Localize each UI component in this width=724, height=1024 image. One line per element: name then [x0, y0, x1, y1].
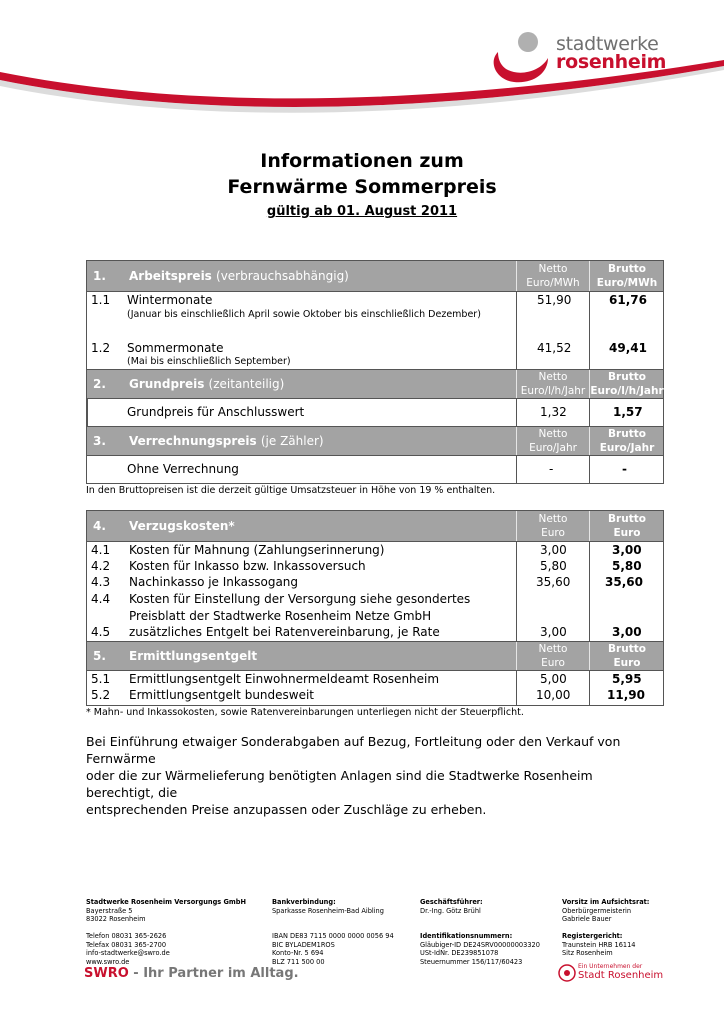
brutto-column-header: Brutto Euro/Jahr: [589, 427, 664, 455]
row-sublabel: (Mai bis einschließlich September): [127, 356, 291, 367]
section-header-verrechnungspreis: [87, 427, 663, 455]
netto-value: 3,00: [540, 625, 567, 639]
row-number: 4.4: [91, 592, 111, 606]
brand-name-line1: stadtwerke: [556, 33, 659, 55]
netto-value: 1,32: [540, 405, 567, 419]
brutto-value: 11,90: [607, 688, 645, 702]
row-number: 4.5: [91, 625, 111, 639]
row-number: 5.1: [91, 672, 111, 686]
stadt-label-small: Ein Unternehmen der: [578, 963, 643, 970]
netto-value: 5,80: [540, 559, 567, 573]
netto-column-header: Netto Euro/MWh: [516, 261, 589, 291]
row-label: Ermittlungsentgelt Einwohnermeldeamt Rosenheim: [129, 672, 440, 686]
adjustment-paragraph: [86, 733, 646, 818]
row-label: Ohne Verrechnung: [127, 462, 239, 476]
netto-value: 10,00: [536, 688, 571, 702]
footer-company-column: Stadtwerke Rosenheim Versorgungs GmbH Bayerstraße 5 83022 Rosenheim Telefon 08031 365-2626 Telefax 08031 365-2700 info-stadtwerke@swro.de www.swro.de: [86, 898, 247, 966]
netto-value: 5,00: [540, 672, 567, 686]
netto-column-header: Netto Euro/Jahr: [516, 427, 589, 455]
validity-date: gültig ab 01. August 2011: [266, 204, 458, 219]
section-number: 1.: [93, 269, 106, 283]
section-number: 2.: [93, 377, 106, 391]
paragraph-line: Bei Einführung etwaiger Sonderabgaben auf Bezug, Fortleitung oder den Verkauf von Fernwärme: [86, 734, 621, 766]
page-title-line2: Fernwärme Sommerpreis: [227, 176, 497, 198]
row-label: Preisblatt der Stadtwerke Rosenheim Netze GmbH: [129, 609, 432, 623]
brutto-value: 61,76: [609, 293, 647, 307]
netto-value: 51,90: [537, 293, 572, 307]
netto-column-header: Netto Euro: [516, 642, 589, 670]
page-title-line1: Informationen zum: [260, 150, 464, 172]
page-subtitle: [0, 204, 724, 219]
row-number: 4.2: [91, 559, 111, 573]
row-sublabel: (Januar bis einschließlich April sowie Oktober bis einschließlich Dezember): [127, 309, 481, 320]
brutto-value: 5,95: [612, 672, 642, 686]
row-label: Sommermonate: [127, 341, 224, 355]
section-header-arbeitspreis: [87, 261, 663, 291]
row-label: Kosten für Inkasso bzw. Inkassoversuch: [129, 559, 366, 573]
section-title: Arbeitspreis (verbrauchsabhängig): [129, 269, 349, 283]
row-number: 5.2: [91, 688, 111, 702]
brutto-value: -: [622, 462, 627, 476]
brand-name-line2: rosenheim: [556, 51, 667, 73]
netto-value: 3,00: [540, 543, 567, 557]
section-title: Verrechnungspreis (je Zähler): [129, 434, 324, 448]
row-number: 4.3: [91, 575, 111, 589]
row-label: zusätzliches Entgelt bei Ratenvereinbarung, je Rate: [129, 625, 440, 639]
section-header-grundpreis: [87, 370, 663, 398]
row-label: Kosten für Mahnung (Zahlungserinnerung): [129, 543, 385, 557]
row-label: Nachinkasso je Inkassogang: [129, 575, 299, 589]
footer-management-column: Geschäftsführer: Dr.-Ing. Götz Brühl Identifikationsnummern: Gläubiger-ID DE24SRV00000003320 USt-IdNr. DE239851078 Steuernummer 156/117/60423: [420, 898, 540, 966]
footer-board-column: Vorsitz im Aufsichtsrat: Oberbürgermeisterin Gabriele Bauer Registergericht: Traunstein HRB 16114 Sitz Rosenheim: [562, 898, 650, 957]
paragraph-line: entsprechenden Preise anzupassen oder Zuschläge zu erheben.: [86, 802, 487, 817]
stadt-label: Stadt Rosenheim: [578, 970, 664, 981]
netto-column-header: Netto Euro/l/h/Jahr: [516, 370, 589, 398]
row-label: Wintermonate: [127, 293, 213, 307]
tax-note: In den Bruttopreisen ist die derzeit gültige Umsatzsteuer in Höhe von 19 % enthalten.: [86, 485, 496, 496]
brutto-value: 3,00: [612, 543, 642, 557]
price-table-main: [86, 260, 664, 484]
netto-value: 35,60: [536, 575, 571, 589]
section-header-ermittlungsentgelt: [87, 642, 663, 670]
row-number: 1.2: [91, 341, 111, 355]
paragraph-line: oder die zur Wärmelieferung benötigten Anlagen sind die Stadtwerke Rosenheim berechtigt, die: [86, 768, 593, 800]
section-number: 3.: [93, 434, 106, 448]
row-label: Kosten für Einstellung der Versorgung siehe gesondertes: [129, 592, 471, 606]
brutto-column-header: Brutto Euro/MWh: [589, 261, 664, 291]
netto-value: -: [549, 462, 554, 476]
section-title: Ermittlungsentgelt: [129, 649, 258, 663]
brutto-column-header: Brutto Euro: [589, 642, 664, 670]
section-title: Grundpreis (zeitanteilig): [129, 377, 285, 391]
price-table-fees: [86, 510, 664, 706]
row-label: Grundpreis für Anschlusswert: [127, 405, 305, 419]
brutto-column-header: Brutto Euro: [589, 511, 664, 541]
brutto-value: 3,00: [612, 625, 642, 639]
brutto-value: 5,80: [612, 559, 642, 573]
netto-value: 41,52: [537, 341, 572, 355]
brutto-value: 49,41: [609, 341, 647, 355]
section-number: 4.: [93, 519, 106, 533]
section-title: Verzugskosten*: [129, 519, 235, 533]
brutto-value: 1,57: [613, 405, 643, 419]
row-label: Ermittlungsentgelt bundesweit: [129, 688, 315, 702]
section-header-verzugskosten: [87, 511, 663, 541]
swro-slogan: SWRO - Ihr Partner im Alltag.: [84, 966, 299, 981]
brutto-value: 35,60: [605, 575, 643, 589]
netto-column-header: Netto Euro: [516, 511, 589, 541]
row-number: 4.1: [91, 543, 111, 557]
tax-exemption-note: * Mahn- und Inkassokosten, sowie Ratenvereinbarungen unterliegen nicht der Steuerpflicht.: [86, 707, 524, 718]
row-number: 1.1: [91, 293, 111, 307]
section-number: 5.: [93, 649, 106, 663]
footer-bank-column: Bankverbindung: Sparkasse Rosenheim-Bad Aibling IBAN DE83 7115 0000 0000 0056 94 BIC BYLADEM1ROS Konto-Nr. 5 694 BLZ 711 500 00: [272, 898, 394, 966]
brutto-column-header: Brutto Euro/l/h/Jahr: [590, 371, 664, 397]
